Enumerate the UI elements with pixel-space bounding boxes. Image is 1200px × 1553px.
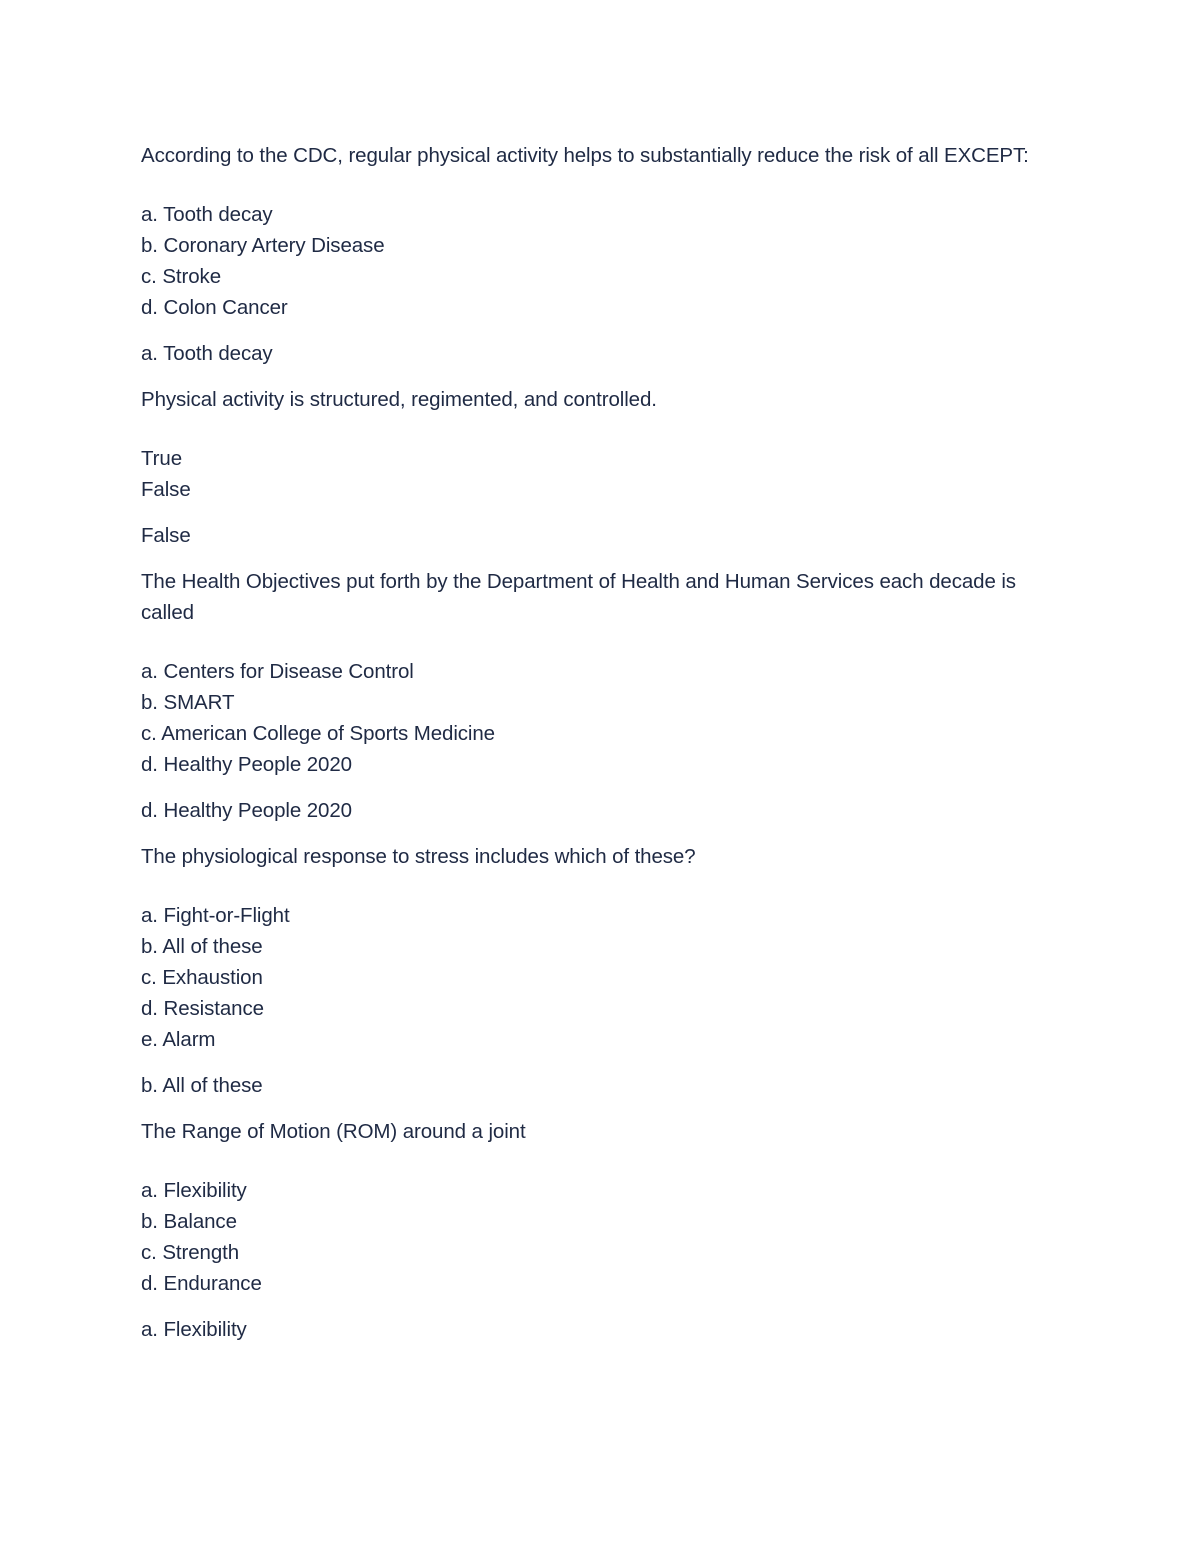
option-item: c. Strength bbox=[141, 1241, 240, 1264]
option-item: a. Centers for Disease Control bbox=[141, 660, 414, 683]
option-item: e. Alarm bbox=[141, 1028, 216, 1051]
option-item: d. Healthy People 2020 bbox=[141, 753, 352, 776]
answer-text: d. Healthy People 2020 bbox=[141, 799, 352, 822]
document-body bbox=[141, 140, 1071, 1360]
option-item: b. Coronary Artery Disease bbox=[141, 234, 385, 257]
option-list bbox=[141, 1175, 1071, 1299]
question-block-2 bbox=[141, 384, 1071, 551]
option-item: a. Fight-or-Flight bbox=[141, 904, 290, 927]
option-item: True bbox=[141, 447, 182, 470]
option-item: b. All of these bbox=[141, 935, 263, 958]
option-item: c. Stroke bbox=[141, 265, 221, 288]
option-item: b. Balance bbox=[141, 1210, 237, 1233]
option-list bbox=[141, 656, 1071, 780]
option-list bbox=[141, 199, 1071, 323]
answer-text: False bbox=[141, 524, 191, 547]
question-block-1 bbox=[141, 140, 1071, 369]
question-block-4 bbox=[141, 841, 1071, 1101]
question-block-3 bbox=[141, 566, 1071, 826]
option-item: b. SMART bbox=[141, 691, 235, 714]
question-block-5 bbox=[141, 1116, 1071, 1345]
question-text: The physiological response to stress includes which of these? bbox=[141, 845, 696, 868]
option-item: c. Exhaustion bbox=[141, 966, 263, 989]
answer-text: b. All of these bbox=[141, 1074, 263, 1097]
option-item: False bbox=[141, 478, 191, 501]
option-list bbox=[141, 443, 1071, 505]
answer-text: a. Flexibility bbox=[141, 1318, 247, 1341]
question-text: The Health Objectives put forth by the Department of Health and Human Services each decade is called bbox=[141, 570, 1016, 624]
option-item: d. Colon Cancer bbox=[141, 296, 288, 319]
answer-text: a. Tooth decay bbox=[141, 342, 273, 365]
option-item: a. Tooth decay bbox=[141, 203, 273, 226]
question-text: The Range of Motion (ROM) around a joint bbox=[141, 1120, 526, 1143]
option-list bbox=[141, 900, 1071, 1055]
question-text: According to the CDC, regular physical activity helps to substantially reduce the risk of all EXCEPT: bbox=[141, 144, 1029, 167]
option-item: d. Resistance bbox=[141, 997, 264, 1020]
option-item: c. American College of Sports Medicine bbox=[141, 722, 495, 745]
option-item: a. Flexibility bbox=[141, 1179, 247, 1202]
question-text: Physical activity is structured, regimented, and controlled. bbox=[141, 388, 657, 411]
option-item: d. Endurance bbox=[141, 1272, 262, 1295]
